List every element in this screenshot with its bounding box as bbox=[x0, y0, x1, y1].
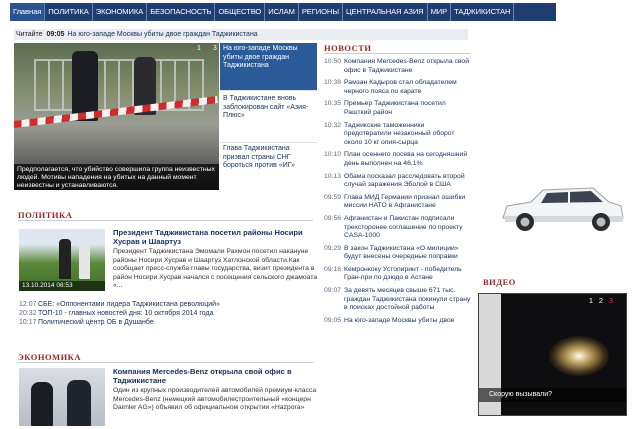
video-player[interactable] bbox=[478, 293, 627, 416]
nav-item-politics[interactable]: ПОЛИТИКА bbox=[45, 3, 93, 21]
nav-item-regions[interactable]: РЕГИОНЫ bbox=[299, 3, 343, 21]
item-link[interactable]: Премьер Таджикистана посетил Рашткий район bbox=[344, 100, 446, 116]
item-time: 20:32 bbox=[19, 309, 37, 317]
list-item bbox=[324, 58, 472, 75]
list-item bbox=[324, 266, 472, 283]
list-item bbox=[324, 194, 472, 211]
item-time: 09:05 bbox=[324, 316, 342, 324]
item-link[interactable]: План осеннего посева на сегодняшний день выполнен на 46,1% bbox=[344, 151, 468, 167]
hero-headline-3[interactable]: Глава Таджикистана призвал страны СНГ бороться против «ИГ» bbox=[223, 145, 295, 169]
item-time: 09:56 bbox=[324, 214, 342, 222]
nav-item-economy[interactable]: ЭКОНОМИКА bbox=[93, 3, 147, 21]
hero-page-1[interactable]: 1 bbox=[197, 45, 201, 52]
video-header[interactable]: ВИДЕО bbox=[483, 277, 516, 287]
item-link[interactable]: Кемронкоку Устопиринт - победитель Гран-при по дзюдо в Астане bbox=[344, 265, 462, 282]
item-link[interactable]: На юго-западе Москвы убиты двое bbox=[344, 316, 455, 324]
item-link[interactable]: За девять месяцев свыше 671 тыс. граждан Таджикистана покинули страну в поисках достойной работы bbox=[344, 287, 471, 312]
hero-photo[interactable] bbox=[14, 43, 219, 190]
list-item bbox=[324, 79, 472, 96]
person-figure bbox=[59, 239, 71, 279]
politics-photo[interactable] bbox=[19, 229, 105, 291]
item-link[interactable]: Компания Mercedes-Benz открыла свой офис в Таджикистане bbox=[344, 58, 470, 74]
item-time: 10:13 bbox=[324, 172, 342, 180]
item-time: 09:16 bbox=[324, 265, 342, 273]
ticker-headline-link[interactable]: На юго-западе Москвы убиты двое граждан Таджикистана bbox=[67, 31, 258, 38]
item-time: 10:17 bbox=[19, 318, 37, 326]
politics-header[interactable]: ПОЛИТИКА bbox=[18, 210, 313, 221]
ticker-time: 09:05 bbox=[46, 31, 65, 38]
nav-item-security[interactable]: БЕЗОПАСНОСТЬ bbox=[147, 3, 215, 21]
politics-date: 13.10.2014 08:53 bbox=[19, 281, 105, 291]
item-link[interactable]: Политический центр ОБ в Душанбе bbox=[38, 318, 154, 326]
news-list bbox=[324, 58, 472, 329]
economy-title[interactable]: Компания Mercedes-Benz открыла свой офис в Таджикистане bbox=[113, 367, 292, 385]
item-link[interactable]: Таджикские таможенники предотвратили незаконный оборот около 10 кг опия-сырца bbox=[344, 121, 455, 146]
suv-car-icon bbox=[497, 180, 627, 238]
video-page-2[interactable]: 2 bbox=[598, 296, 604, 305]
item-time: 09:59 bbox=[324, 193, 342, 201]
hero-page-2[interactable]: 2 bbox=[205, 45, 209, 52]
item-time: 10:32 bbox=[324, 121, 342, 129]
list-item bbox=[324, 317, 472, 326]
item-link[interactable]: Обама посказал расследовать второй случай заражения Эболой в США bbox=[344, 172, 465, 189]
hero-pager bbox=[195, 44, 219, 53]
economy-text: Один из крупных производителей автомобилей премиум-класса Mercedes-Benz (немецкий автомобилестроительный «концерн Daimler AG») объявил об официальном открытии «Hazpora» bbox=[113, 387, 317, 412]
list-item bbox=[19, 310, 220, 319]
nav-item-tajikistan[interactable]: ТАДЖИКИСТАН bbox=[451, 3, 514, 21]
headline-slider bbox=[14, 43, 317, 190]
economy-photo[interactable] bbox=[19, 368, 105, 426]
list-item bbox=[19, 319, 220, 328]
hero-caption: Предполагается, что убийство совершила группа неизвестных людей. Мотивы нападения на убитых на данный момент неизвестны и устанавливаются. bbox=[14, 164, 219, 190]
item-time: 10:38 bbox=[324, 79, 342, 87]
list-item bbox=[324, 287, 472, 313]
person-figure bbox=[67, 380, 91, 426]
person-figure bbox=[31, 382, 53, 426]
main-navigation bbox=[10, 3, 556, 21]
list-item bbox=[324, 245, 472, 262]
nav-filler bbox=[514, 3, 556, 21]
ticker-label: Читайте bbox=[16, 31, 43, 38]
news-header[interactable]: НОВОСТИ bbox=[324, 43, 470, 54]
list-item bbox=[19, 301, 220, 310]
item-link[interactable]: В закон Таджикистана «О милиции» будут внесены очередные поправки bbox=[344, 244, 459, 261]
video-page-1[interactable]: 1 bbox=[588, 296, 594, 305]
hero-headline-list bbox=[220, 43, 317, 190]
headlight-glow bbox=[549, 336, 609, 376]
car-advertisement[interactable] bbox=[497, 180, 627, 238]
item-time: 10:50 bbox=[324, 58, 342, 65]
item-link[interactable]: СБЕ: «Оппонентами лидера Таджикистана революций» bbox=[38, 301, 220, 308]
nav-item-central-asia[interactable]: ЦЕНТРАЛЬНАЯ АЗИЯ bbox=[343, 3, 428, 21]
economy-header[interactable]: ЭКОНОМИКА bbox=[18, 352, 313, 363]
item-time: 09:29 bbox=[324, 244, 342, 252]
politics-more-list bbox=[19, 301, 220, 327]
item-link[interactable]: Рамзан Кадыров стал обладателем черного пояса по карате bbox=[344, 79, 457, 95]
list-item bbox=[324, 215, 472, 241]
item-time: 10:10 bbox=[324, 151, 342, 159]
item-link[interactable]: Глава МИД Германии признал ошибки миссии НАТО в Афганистане bbox=[344, 193, 466, 210]
list-item bbox=[324, 173, 472, 190]
video-page-3[interactable]: 3 bbox=[608, 296, 614, 305]
item-link[interactable]: ТОП-10 - главных новостей дня: 10 октября 2014 года bbox=[38, 309, 214, 317]
nav-item-world[interactable]: МИР bbox=[428, 3, 452, 21]
politics-text: Президент Таджикистана Эмомали Рахмон посетил накануне районы Носири Хусрав и Шаартуз Хатлонской области.Как сообщает пресс-служба главы государства, визит президента в район Носири Хусрав начался с посещения сельского джамоата «... bbox=[113, 248, 318, 290]
item-time: 10:35 bbox=[324, 100, 342, 108]
item-time: 09:07 bbox=[324, 287, 342, 295]
hero-headline-2[interactable]: В Таджикистане вновь заблокирован сайт «Азия-Плюс» bbox=[220, 91, 317, 143]
item-time: 12:07 bbox=[19, 301, 37, 308]
nav-item-home[interactable]: Главная bbox=[10, 3, 45, 21]
list-item bbox=[324, 122, 472, 148]
item-link[interactable]: Афганистан и Пакистан подписали трехсторонее соглашение по проекту CASA-1000 bbox=[344, 214, 463, 240]
video-caption: Скорую вызывали? bbox=[479, 388, 626, 402]
person-figure bbox=[79, 243, 90, 279]
list-item bbox=[324, 151, 472, 168]
news-ticker bbox=[14, 29, 468, 40]
hero-page-3[interactable]: 3 bbox=[213, 45, 217, 52]
politics-title[interactable]: Президент Таджикистана посетил районы Носири Хусрав и Шаартуз bbox=[113, 228, 303, 246]
video-pager bbox=[586, 296, 616, 305]
hero-headline-1[interactable]: На юго-западе Москвы убиты двое граждан Таджикистана bbox=[220, 43, 317, 91]
nav-item-society[interactable]: ОБЩЕСТВО bbox=[215, 3, 265, 21]
nav-item-islam[interactable]: ИСЛАМ bbox=[265, 3, 299, 21]
list-item bbox=[324, 100, 472, 117]
